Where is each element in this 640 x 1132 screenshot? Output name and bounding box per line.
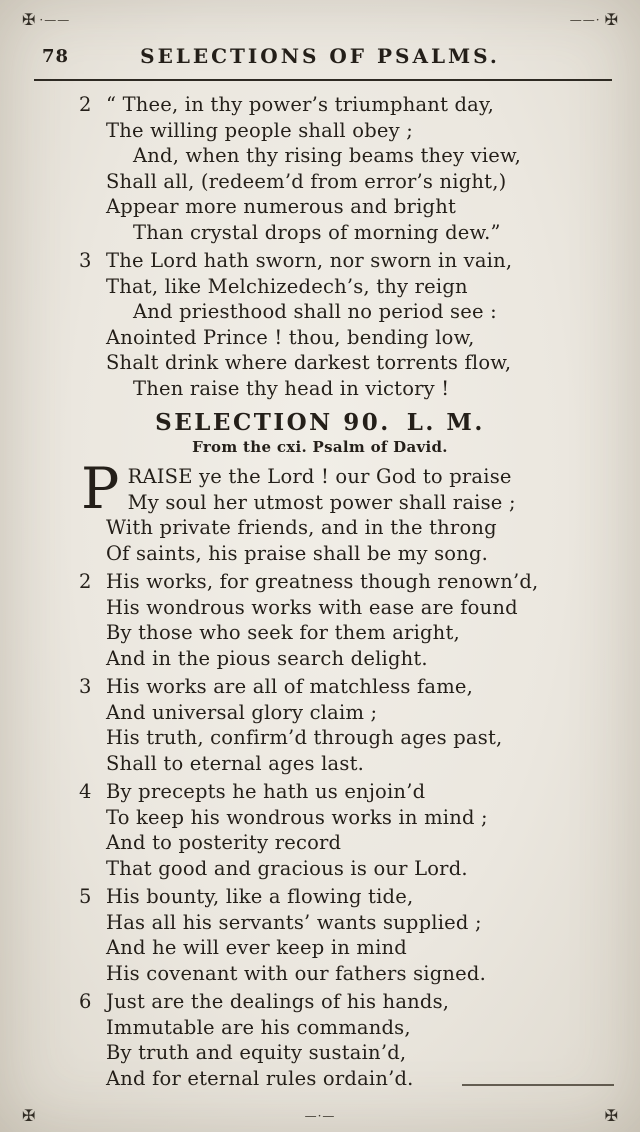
page-body <box>0 92 640 1132</box>
verse-line: Anointed Prince ! thou, bending low, <box>106 325 475 349</box>
dropcap-letter: P <box>81 456 120 522</box>
verse-line: That, like Melchizedech’s, thy reign <box>106 274 468 298</box>
verse-line: His bounty, like a flowing tide, <box>106 885 414 908</box>
verse-line: His truth, confirm’d through ages past, <box>106 726 503 749</box>
border-dash: —·— <box>304 1109 336 1123</box>
verse <box>79 989 624 1091</box>
maltese-cross-icon: ✠ <box>604 10 618 29</box>
verse-line: With private friends, and in the throng <box>106 516 497 539</box>
verse-line: His works are all of matchless fame, <box>106 675 474 698</box>
border-dash: ·—— <box>39 13 71 27</box>
bottom-border <box>22 1108 618 1124</box>
verse-number: 6 <box>79 990 92 1013</box>
verse-line: And he will ever keep in mind <box>106 936 407 959</box>
verse-line: Shall all, (redeem’d from error’s night,) <box>106 169 507 193</box>
verse-line: To keep his wondrous works in mind ; <box>106 805 488 829</box>
selection-meter: L. M. <box>406 409 485 436</box>
page-header <box>36 44 604 68</box>
maltese-cross-icon: ✠ <box>22 1106 36 1125</box>
verse-line: Than crystal drops of morning dew.” <box>133 220 501 244</box>
page-number: 78 <box>42 46 70 67</box>
previous-selection-verses <box>0 92 640 401</box>
verse <box>79 884 624 986</box>
verse <box>81 456 624 566</box>
selection-verses <box>0 456 640 1091</box>
verse-number: 3 <box>79 249 92 272</box>
verse-line: By truth and equity sustain’d, <box>106 1041 407 1064</box>
border-dash: ——· <box>569 13 601 27</box>
header-rule <box>34 79 612 81</box>
top-border <box>22 12 618 28</box>
verse-line: Appear more numerous and bright <box>106 195 456 218</box>
verse <box>79 248 624 401</box>
verse-line: And universal glory claim ; <box>106 700 378 724</box>
verse-line: His wondrous works with ease are found <box>106 595 518 619</box>
verse-line: Immutable are his commands, <box>106 1015 411 1039</box>
verse <box>79 569 624 671</box>
verse-line: The willing people shall obey ; <box>106 118 414 142</box>
verse-line: “ Thee, in thy power’s triumphant day, <box>106 93 495 116</box>
selection-title: SELECTION 90. <box>155 409 391 436</box>
verse-line: Has all his servants’ wants supplied ; <box>106 910 482 934</box>
maltese-cross-icon: ✠ <box>604 1106 619 1125</box>
verse-line: Then raise thy head in victory ! <box>133 376 450 400</box>
verse-number: 3 <box>79 675 92 698</box>
bottom-partial-rule <box>462 1084 614 1086</box>
verse-line: Just are the dealings of his hands, <box>106 990 450 1013</box>
selection-subheading: From the cxi. Psalm of David. <box>192 438 448 456</box>
verse <box>79 674 624 776</box>
verse-line: And in the pious search delight. <box>106 646 428 670</box>
verse-number: 2 <box>79 93 92 116</box>
verse-line: His works, for greatness though renown’d, <box>106 570 539 593</box>
verse <box>79 779 624 881</box>
verse <box>79 92 624 245</box>
verse-line: By those who seek for them aright, <box>106 621 460 644</box>
verse-line: His covenant with our fathers signed. <box>106 961 486 985</box>
selection-heading <box>0 409 640 436</box>
verse-line: And, when thy rising beams they view, <box>133 144 521 167</box>
verse-line: My soul her utmost power shall raise ; <box>127 490 516 514</box>
verse-line-text: RAISE ye the Lord ! our God to praise <box>127 465 512 488</box>
verse-line: The Lord hath sworn, nor sworn in vain, <box>106 249 513 272</box>
verse-line: And to posterity record <box>106 831 342 854</box>
verse-line: And priesthood shall no period see : <box>133 300 497 323</box>
header-title: SELECTIONS OF PSALMS. <box>140 44 500 68</box>
maltese-cross-icon: ✠ <box>22 10 36 29</box>
verse-line: By precepts he hath us enjoin’d <box>106 780 426 803</box>
verse-line: Of saints, his praise shall be my song. <box>106 541 489 565</box>
verse-number: 5 <box>79 885 92 908</box>
verse-line: Shall to eternal ages last. <box>106 751 365 775</box>
verse-number: 4 <box>79 780 92 803</box>
verse-number: 2 <box>79 570 92 593</box>
verse-line: And for eternal rules ordain’d. <box>106 1066 414 1090</box>
verse-line: That good and gracious is our Lord. <box>106 856 468 880</box>
verse-line: Shalt drink where darkest torrents flow, <box>106 351 512 374</box>
